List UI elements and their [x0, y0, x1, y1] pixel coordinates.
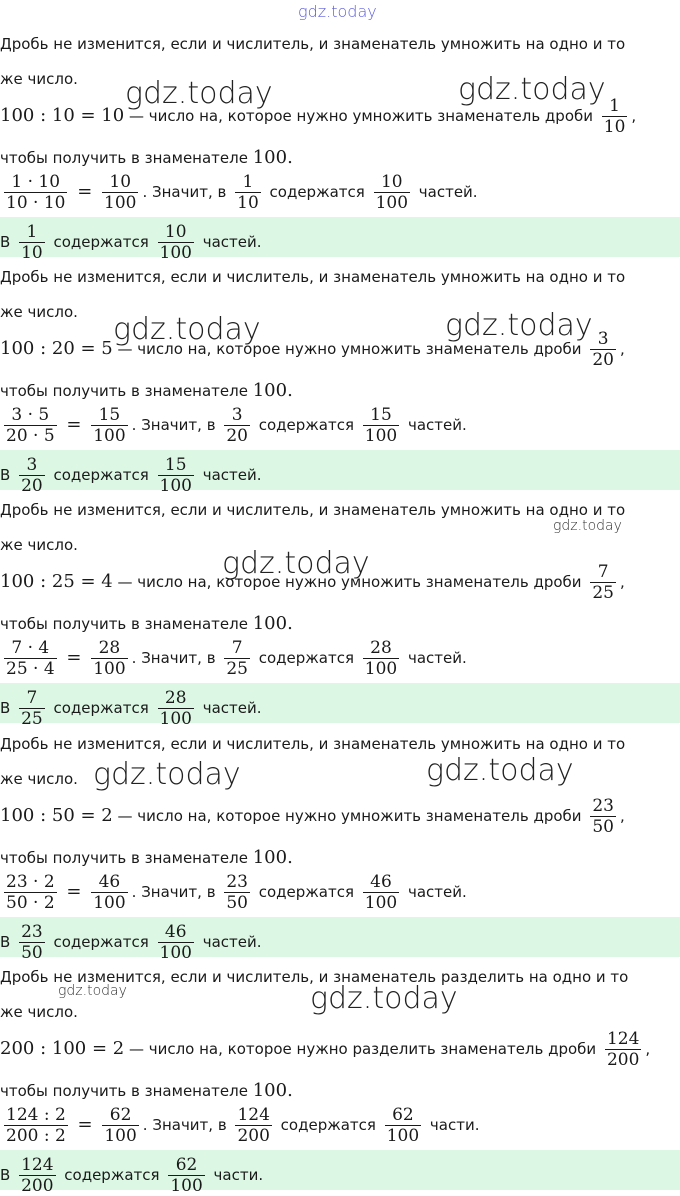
answer-line: [0, 455, 262, 496]
fraction-numerator: 3: [597, 329, 609, 349]
target-denominator-line: [0, 1080, 293, 1101]
answer-prefix: В: [0, 933, 16, 951]
answer-box: [0, 450, 680, 496]
fraction-numerator: 1: [609, 96, 620, 116]
result-denominator: 100: [159, 709, 192, 729]
result-denominator: 100: [93, 426, 126, 446]
answer-prefix: В: [0, 466, 16, 484]
division-explanation: — число на, которое нужно разделить знаменатель дроби: [124, 1040, 601, 1058]
original-fraction: [602, 96, 628, 137]
original-fraction: [590, 329, 616, 370]
watermark-small: gdz.today: [58, 983, 127, 999]
answer-box: [0, 917, 680, 963]
division-line: 100 : 20 = 5 — число на, которое нужно умножить знаменатель дроби $\frac{3}{20}$ ,: [0, 329, 625, 370]
target-denominator-line: [0, 380, 293, 401]
contains-text: содержатся: [48, 933, 154, 951]
answer-fraction: [19, 455, 45, 496]
fraction-denominator: 10: [21, 243, 43, 263]
result-fraction: [91, 638, 127, 679]
answer-result-fraction: [158, 922, 194, 963]
contains-text: содержатся: [59, 1166, 165, 1184]
result-denominator: 100: [386, 1126, 420, 1146]
answer-line: [0, 688, 262, 729]
fraction-denominator: 10: [603, 117, 626, 137]
division-line: 100 : 10 = 10 — число на, которое нужно умножить знаменатель дроби $\frac{1}{10}$ ,: [0, 96, 637, 137]
calc-numerator: 23 · 2: [6, 872, 55, 892]
answer-prefix: В: [0, 233, 16, 251]
contains-text: содержатся: [253, 416, 359, 434]
fraction-denominator: 25: [592, 583, 614, 603]
parts-text: части.: [425, 1116, 480, 1134]
answer-parts-text: частей.: [197, 233, 262, 251]
answer-line: [0, 1155, 263, 1196]
result-numerator: 28: [370, 638, 392, 658]
therefore-text: . Значит, в: [131, 416, 221, 434]
original-fraction: [590, 562, 616, 603]
contains-text: содержатся: [48, 233, 154, 251]
answer-fraction: [19, 222, 45, 263]
fraction-numerator: 124: [606, 1029, 640, 1049]
calc-fraction: [4, 405, 57, 446]
rule-text-line2: же число.: [0, 1003, 78, 1021]
calc-fraction: [4, 1105, 68, 1146]
fraction-denominator: 25: [226, 659, 248, 679]
fraction-numerator: 23: [592, 796, 614, 816]
answer-fraction: [19, 922, 45, 963]
rule-text-line1: Дробь не изменится, если и числитель, и знаменатель умножить на одно и то: [0, 268, 626, 286]
target-value: 100.: [252, 380, 293, 401]
therefore-text: . Значит, в: [142, 183, 232, 201]
calculation-line: $\frac{7 \cdot 4}{25 \cdot 4}$ = $\frac{28}{100}$ . Значит, в $\frac{7}{25}$ содержатся $\frac{28}{100}$ частей.: [6, 638, 467, 679]
answer-prefix: В: [0, 699, 16, 717]
result-denominator: 100: [93, 893, 126, 913]
result-denominator: 100: [364, 659, 398, 679]
result-numerator: 46: [98, 872, 121, 892]
result-numerator: 62: [109, 1105, 132, 1125]
answer-line: [0, 222, 262, 263]
contains-text: содержатся: [253, 649, 359, 667]
parts-text: частей.: [403, 416, 467, 434]
division-equation: 200 : 100 = 2: [0, 1038, 125, 1059]
result-fraction: [91, 405, 127, 446]
fraction-denominator: 200: [237, 1126, 270, 1146]
contains-text: содержатся: [264, 183, 370, 201]
answer-parts-text: частей.: [197, 466, 262, 484]
result-denominator: 100: [104, 193, 137, 213]
answer-parts-text: части.: [208, 1166, 264, 1184]
target-value: 100.: [252, 847, 293, 868]
division-equation: 100 : 20 = 5: [0, 338, 113, 359]
calc-fraction: [4, 172, 67, 213]
division-explanation: — число на, которое нужно умножить знаменатель дроби: [112, 573, 587, 591]
result-fraction-repeat: [374, 172, 410, 213]
answer-result-fraction: [158, 688, 194, 729]
watermark-small: gdz.today: [553, 518, 622, 534]
watermark: gdz.today: [113, 312, 261, 347]
rule-text-line1: Дробь не изменится, если и числитель, и знаменатель разделить на одно и то: [0, 968, 629, 986]
target-text: чтобы получить в знаменателе: [0, 849, 253, 867]
fraction-numerator: 1: [26, 222, 38, 242]
calc-denominator: 50 · 2: [6, 893, 55, 913]
result-fraction: [91, 872, 127, 913]
result-fraction: [102, 1105, 138, 1146]
target-text: чтобы получить в знаменателе: [0, 615, 253, 633]
fraction-denominator: 200: [21, 1176, 54, 1196]
calc-denominator: 200 : 2: [6, 1126, 66, 1146]
result-denominator: 100: [159, 243, 192, 263]
answer-fraction: [19, 688, 45, 729]
result-numerator: 46: [164, 922, 187, 942]
rule-text-line1: Дробь не изменится, если и числитель, и знаменатель умножить на одно и то: [0, 735, 626, 753]
result-numerator: 62: [175, 1155, 198, 1175]
watermark: gdz.today: [93, 757, 241, 792]
watermark: gdz.today: [125, 76, 273, 111]
parts-text: частей.: [403, 649, 467, 667]
original-fraction-repeat: [224, 638, 250, 679]
calc-numerator: 3 · 5: [11, 405, 50, 425]
target-denominator-line: [0, 847, 293, 868]
result-denominator: 100: [364, 893, 398, 913]
result-numerator: 62: [392, 1105, 414, 1125]
target-value: 100.: [252, 147, 293, 168]
rule-text-line1: Дробь не изменится, если и числитель, и знаменатель умножить на одно и то: [0, 35, 626, 53]
answer-result-fraction: [158, 222, 194, 263]
result-numerator: 46: [370, 872, 392, 892]
original-fraction: [590, 796, 616, 837]
calculation-line: $\frac{1 \cdot 10}{10 \cdot 10}$ = $\frac{10}{100}$ . Значит, в $\frac{1}{10}$ содержатся $\frac{10}{100}$ частей.: [6, 172, 478, 213]
rule-text-line1: Дробь не изменится, если и числитель, и знаменатель умножить на одно и то: [0, 501, 626, 519]
target-text: чтобы получить в знаменателе: [0, 382, 253, 400]
division-explanation: — число на, которое нужно умножить знаменатель дроби: [112, 340, 587, 358]
answer-line: [0, 922, 262, 963]
answer-box: [0, 683, 680, 729]
answer-parts-text: частей.: [197, 699, 262, 717]
therefore-text: . Значит, в: [131, 649, 221, 667]
calculation-line: $\frac{3 \cdot 5}{20 \cdot 5}$ = $\frac{15}{100}$ . Значит, в $\frac{3}{20}$ содержатся $\frac{15}{100}$ частей.: [6, 405, 467, 446]
original-fraction-repeat: [224, 872, 250, 913]
division-equation: 100 : 50 = 2: [0, 805, 113, 826]
calc-denominator: 25 · 4: [6, 659, 55, 679]
calc-numerator: 1 · 10: [11, 172, 61, 192]
fraction-denominator: 200: [606, 1050, 640, 1070]
fraction-denominator: 20: [21, 476, 43, 496]
division-explanation: — число на, которое нужно умножить знаменатель дроби: [124, 107, 598, 125]
fraction-denominator: 10: [237, 193, 259, 213]
target-text: чтобы получить в знаменателе: [0, 149, 253, 167]
fraction-denominator: 50: [21, 943, 43, 963]
therefore-text: . Значит, в: [131, 883, 221, 901]
watermark: gdz.today: [222, 546, 370, 581]
result-denominator: 100: [170, 1176, 203, 1196]
result-denominator: 100: [364, 426, 398, 446]
result-numerator: 10: [109, 172, 132, 192]
fraction-denominator: 20: [226, 426, 248, 446]
original-fraction: [605, 1029, 641, 1070]
original-fraction-repeat: [235, 172, 261, 213]
result-fraction-repeat: [363, 638, 399, 679]
result-numerator: 15: [370, 405, 392, 425]
calculation-line: $\frac{23 \cdot 2}{50 \cdot 2}$ = $\frac{46}{100}$ . Значит, в $\frac{23}{50}$ содержатся $\frac{46}{100}$ частей.: [6, 872, 467, 913]
calc-fraction: [4, 872, 57, 913]
division-line: 100 : 50 = 2 — число на, которое нужно умножить знаменатель дроби $\frac{23}{50}$ ,: [0, 796, 625, 837]
answer-box: [0, 217, 680, 263]
watermark-top: gdz.today: [298, 2, 377, 21]
result-fraction-repeat: [385, 1105, 421, 1146]
rule-text-line2: же число.: [0, 536, 78, 554]
result-numerator: 15: [98, 405, 121, 425]
rule-text-line2: же число.: [0, 770, 78, 788]
original-fraction-repeat: [224, 405, 250, 446]
fraction-denominator: 25: [21, 709, 43, 729]
calc-fraction: [4, 638, 57, 679]
division-equation: 100 : 25 = 4: [0, 571, 113, 592]
result-denominator: 100: [93, 659, 126, 679]
result-numerator: 28: [164, 688, 187, 708]
fraction-numerator: 3: [26, 455, 38, 475]
contains-text: содержатся: [275, 1116, 381, 1134]
target-denominator-line: [0, 613, 293, 634]
fraction-denominator: 50: [226, 893, 248, 913]
therefore-text: . Значит, в: [142, 1116, 232, 1134]
result-denominator: 100: [375, 193, 409, 213]
fraction-denominator: 50: [592, 817, 614, 837]
fraction-numerator: 23: [226, 872, 248, 892]
rule-text-line2: же число.: [0, 70, 78, 88]
target-denominator-line: [0, 147, 293, 168]
result-numerator: 10: [164, 222, 187, 242]
division-line: 200 : 100 = 2 — число на, которое нужно разделить знаменатель дроби $\frac{124}{200}$ ,: [0, 1029, 651, 1070]
fraction-numerator: 124: [21, 1155, 54, 1175]
fraction-numerator: 23: [21, 922, 43, 942]
target-text: чтобы получить в знаменателе: [0, 1082, 253, 1100]
result-fraction-repeat: [363, 405, 399, 446]
result-fraction: [102, 172, 138, 213]
result-denominator: 100: [159, 943, 192, 963]
original-fraction-repeat: [235, 1105, 271, 1146]
division-line: 100 : 25 = 4 — число на, которое нужно умножить знаменатель дроби $\frac{7}{25}$ ,: [0, 562, 625, 603]
result-denominator: 100: [159, 476, 192, 496]
fraction-numerator: 7: [597, 562, 609, 582]
calc-denominator: 10 · 10: [6, 193, 66, 213]
contains-text: содержатся: [253, 883, 359, 901]
division-equation: 100 : 10 = 10: [0, 105, 125, 126]
calc-numerator: 124 : 2: [6, 1105, 66, 1125]
contains-text: содержатся: [48, 699, 154, 717]
answer-result-fraction: [168, 1155, 204, 1196]
calc-numerator: 7 · 4: [11, 638, 50, 658]
calculation-line: $\frac{124 : 2}{200 : 2}$ = $\frac{62}{100}$ . Значит, в $\frac{124}{200}$ содержатся $\frac{62}{100}$ части.: [6, 1105, 480, 1146]
result-denominator: 100: [104, 1126, 137, 1146]
result-numerator: 28: [98, 638, 121, 658]
division-explanation: — число на, которое нужно умножить знаменатель дроби: [112, 807, 587, 825]
result-fraction-repeat: [363, 872, 399, 913]
fraction-numerator: 1: [242, 172, 254, 192]
watermark: gdz.today: [310, 981, 458, 1016]
fraction-numerator: 3: [231, 405, 243, 425]
fraction-numerator: 7: [231, 638, 243, 658]
result-numerator: 15: [164, 455, 187, 475]
answer-result-fraction: [158, 455, 194, 496]
target-value: 100.: [252, 613, 293, 634]
rule-text-line2: же число.: [0, 303, 78, 321]
answer-prefix: В: [0, 1166, 16, 1184]
parts-text: частей.: [414, 183, 478, 201]
fraction-numerator: 124: [237, 1105, 270, 1125]
target-value: 100.: [252, 1080, 293, 1101]
parts-text: частей.: [403, 883, 467, 901]
watermark: gdz.today: [426, 753, 574, 788]
fraction-denominator: 20: [592, 350, 614, 370]
watermark: gdz.today: [458, 72, 606, 107]
fraction-numerator: 7: [26, 688, 38, 708]
answer-fraction: [19, 1155, 55, 1196]
contains-text: содержатся: [48, 466, 154, 484]
answer-box: [0, 1150, 680, 1196]
result-numerator: 10: [380, 172, 403, 192]
answer-parts-text: частей.: [197, 933, 262, 951]
watermark: gdz.today: [445, 308, 593, 343]
calc-denominator: 20 · 5: [6, 426, 55, 446]
